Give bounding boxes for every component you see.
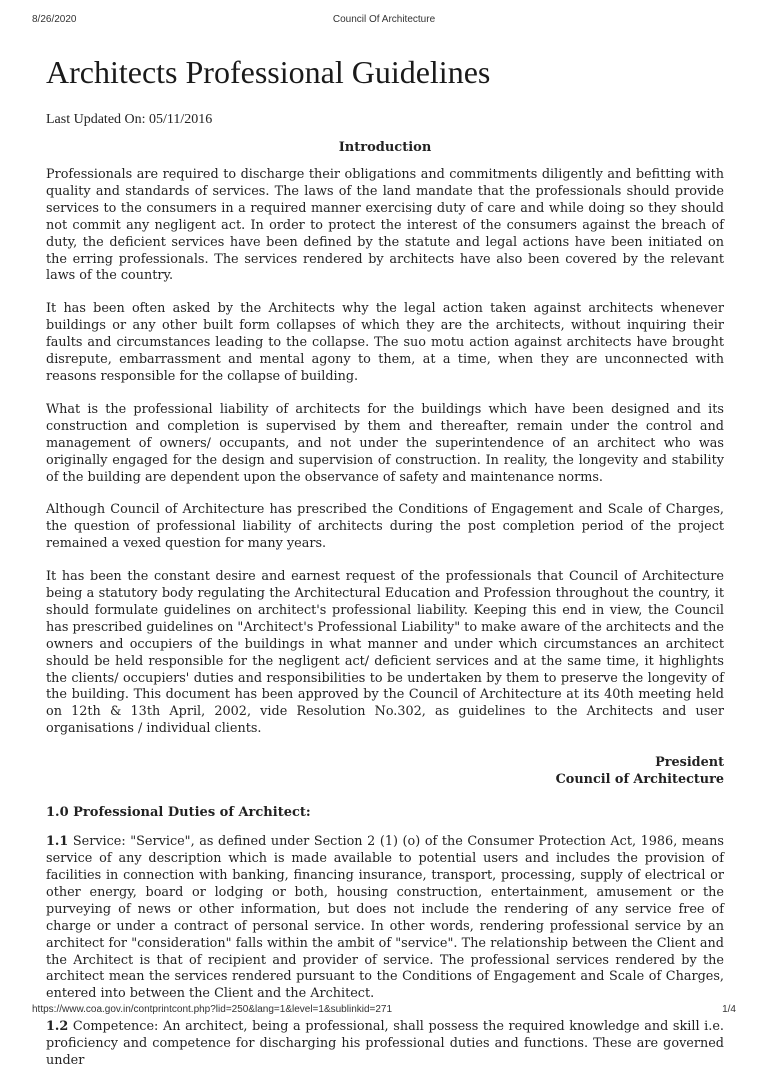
section-heading: 1.0 Professional Duties of Architect: [46, 805, 311, 821]
page-number: 1/4 [722, 1004, 736, 1015]
print-header [32, 14, 736, 28]
print-footer [32, 1004, 736, 1018]
clause-number: 1.2 [46, 1019, 69, 1035]
clause-1-2 [46, 1019, 724, 1070]
document-body [46, 54, 724, 1086]
signature-title: President [655, 755, 724, 771]
signature-block [46, 754, 724, 788]
clause-1-1 [46, 834, 724, 1003]
intro-paragraph-1: Professionals are required to discharge their obligations and commitments diligently and befitting with quality and standards of services. The laws of the land mandate that the professionals should provide services to the consumers in a required manner exercising duty of care and while doing so they should not commit any negligent act. In order to protect the interest of the consumers against the breach of duty, the deficient services have been defined by the statute and legal actions have been initiated on the erring professionals. The services rendered by architects have also been covered by the relevant laws of the country. [46, 167, 724, 284]
clause-number: 1.1 [46, 834, 69, 850]
intro-paragraph-3: What is the professional liability of architects for the buildings which have been designed and its construction and completion is supervised by them and thereafter, remain under the control and management of owners/ occupants, and not under the superintendence of an architect who was originally engaged for the design and supervision of construction. In reality, the longevity and stability of the building are dependent upon the observance of safety and maintenance norms. [46, 401, 724, 485]
intro-paragraph-4: Although Council of Architecture has prescribed the Conditions of Engagement and Scale of Charges, the question of professional liability of architects during the post completion period of the project remained a vexed question for many years. [46, 502, 724, 552]
clause-text: Service: "Service", as defined under Section 2 (1) (o) of the Consumer Protection Act, 1986, means service of any description which is made available to potential users and includes the provision of facilities in connection with banking, financing insurance, transport, processing, supply of electrical or other energy, board or lodging or both, housing construction, entertainment, amusement or the purveying of news or other information, but does not include the rendering of any service free of charge or under a contract of personal service. In other words, rendering professional service by an architect for "consideration" falls within the ambit of "service". The relationship between the Client and the Architect is that of recipient and provider of service. The professional services rendered by the architect mean the services rendered pursuant to the Conditions of Engagement and Scale of Charges, entered into between the Client and the Architect. [46, 834, 724, 1002]
clause-text: Competence: An architect, being a professional, shall possess the required knowledge and skill i.e. proficiency and competence for discharging his professional duties and functions. These are governed under [46, 1019, 724, 1069]
signature-org: Council of Architecture [555, 772, 724, 788]
intro-paragraph-2: It has been often asked by the Architects why the legal action taken against architects whenever buildings or any other built form collapses of which they are the architects, without inquiring their faults and circumstances leading to the collapse. The suo motu action against architects have brought disrepute, embarrassment and mental agony to them, at a time, when they are unconnected with reasons responsible for the collapse of building. [46, 301, 724, 384]
intro-heading: Introduction [338, 140, 432, 155]
last-updated: Last Updated On: 05/11/2016 [46, 112, 213, 127]
intro-paragraph-5: It has been the constant desire and earnest request of the professionals that Council of Architecture being a statutory body regulating the Architectural Education and Profession throughout the country, it should formulate guidelines on architect's professional liability. Keeping this end in view, the Council has prescribed guidelines on "Architect's Professional Liability" to make aware of the architects and the owners and occupiers of the buildings in what manner and under which circumstances an architect should be held responsible for the negligent act/ deficient services and at the same time, it highlights the clients/ occupiers' duties and responsibilities to be undertaken by them to preserve the longevity of the building. This document has been approved by the Council of Architecture at its 40th meeting held on 12th & 13th April, 2002, vide Resolution No.302, as guidelines to the Architects and user organisations / individual clients. [46, 569, 724, 737]
page-title: Architects Professional Guidelines [46, 54, 491, 90]
print-site-title: Council Of Architecture [332, 14, 436, 25]
print-url: https://www.coa.gov.in/contprintcont.php?lid=250&lang=1&level=1&sublinkid=271 [32, 1004, 393, 1015]
print-date: 8/26/2020 [32, 14, 77, 25]
